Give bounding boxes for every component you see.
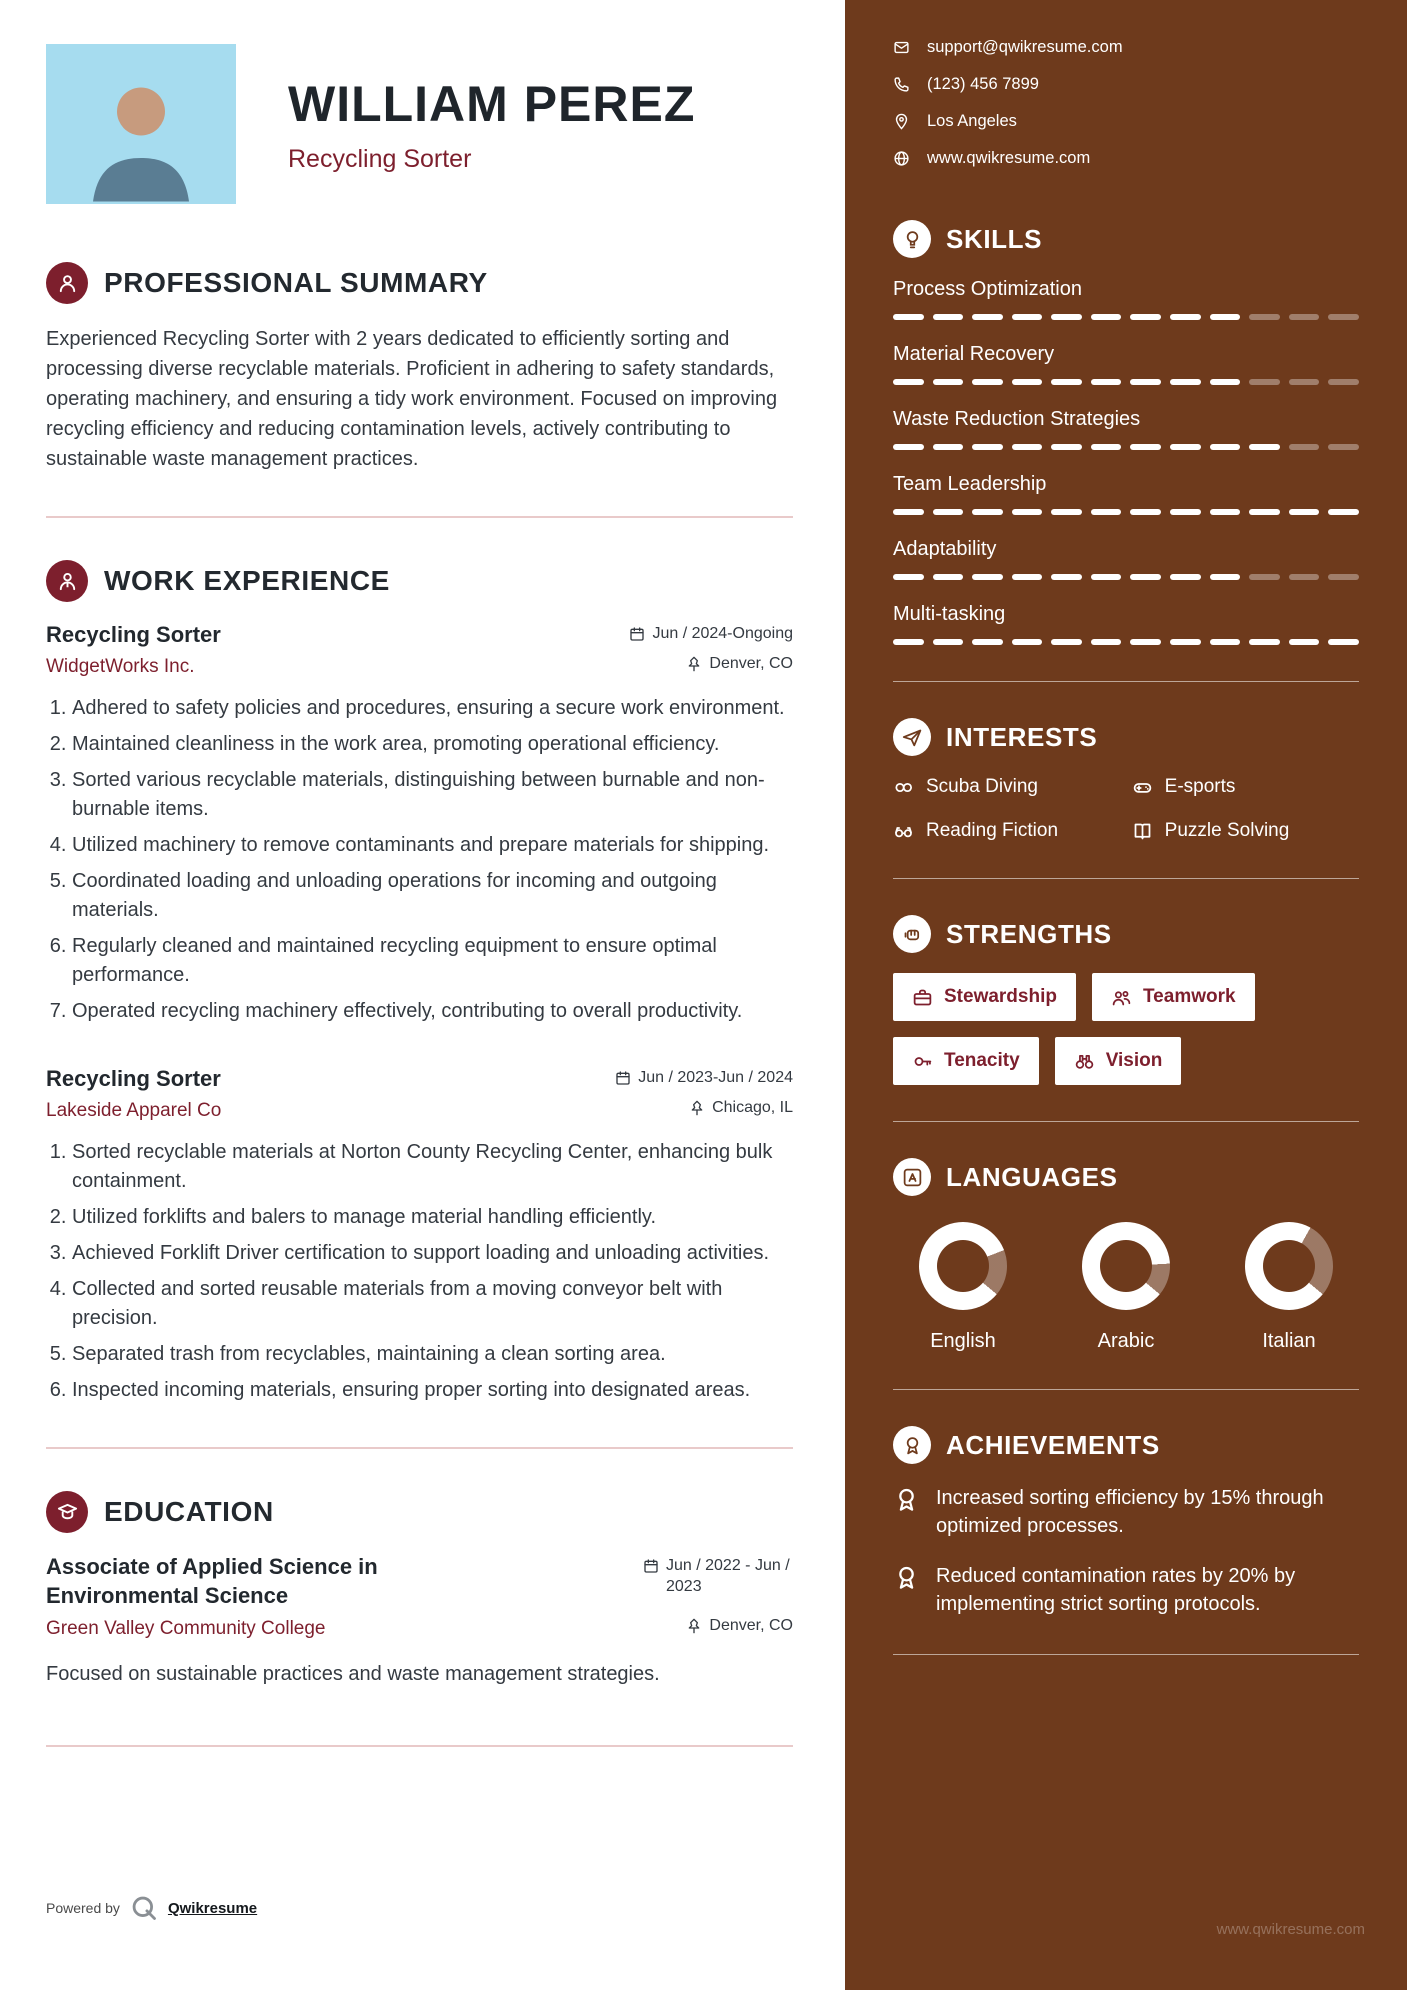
interest-label: Reading Fiction <box>926 820 1059 841</box>
contact-phone-text: (123) 456 7899 <box>927 75 1039 93</box>
job-bullet: 3. Achieved Forklift Driver certification to support loading and unloading activities. <box>72 1239 793 1268</box>
strengths-section <box>893 915 1359 1085</box>
job-location <box>689 1099 793 1117</box>
job-bullet: 2. Maintained cleanliness in the work area, promoting operational efficiency. <box>72 730 793 759</box>
fist-icon <box>893 915 931 953</box>
strength-item <box>1092 973 1255 1021</box>
skill-dash <box>1210 574 1241 580</box>
strength-item <box>1055 1037 1182 1085</box>
skill-dash <box>1328 444 1359 450</box>
language-name: Italian <box>1262 1330 1316 1352</box>
pushpin-icon <box>686 656 702 672</box>
education-location-text: Denver, CO <box>709 1617 793 1635</box>
achievement-text: Reduced contamination rates by 20% by implementing strict sorting protocols. <box>936 1565 1296 1615</box>
skill-dash <box>1130 444 1161 450</box>
contact-email[interactable] <box>893 38 1359 57</box>
calendar-icon <box>629 626 645 642</box>
job-date <box>615 1069 793 1087</box>
skill-item <box>893 603 1359 645</box>
profile-photo <box>46 44 236 204</box>
skill-dash <box>1170 379 1201 385</box>
skill-dash <box>933 509 964 515</box>
sidebar-divider <box>893 1121 1359 1122</box>
contact-website[interactable] <box>893 149 1359 168</box>
calendar-icon <box>615 1070 631 1086</box>
education-heading: EDUCATION <box>104 1496 274 1527</box>
skill-dash <box>1170 509 1201 515</box>
skill-dash <box>1051 444 1082 450</box>
skill-dash <box>1210 444 1241 450</box>
skill-dash <box>1130 639 1161 645</box>
key-icon <box>912 1051 933 1072</box>
section-divider <box>46 1447 793 1449</box>
person-silhouette <box>66 64 216 204</box>
achievements-heading: ACHIEVEMENTS <box>946 1429 1160 1460</box>
candidate-title: Recycling Sorter <box>288 144 472 173</box>
job-entry <box>46 1066 793 1405</box>
skill-dash <box>1051 574 1082 580</box>
skill-dash <box>1012 639 1043 645</box>
interests-heading: INTERESTS <box>946 721 1098 752</box>
section-divider <box>46 516 793 518</box>
powered-by-footer <box>46 1894 257 1922</box>
skill-dash <box>893 314 924 320</box>
skill-dash <box>933 444 964 450</box>
skill-dash <box>1130 509 1161 515</box>
skill-item <box>893 278 1359 320</box>
skill-dash <box>1210 314 1241 320</box>
skill-dash <box>1091 509 1122 515</box>
skill-dash <box>1130 314 1161 320</box>
candidate-name: WILLIAM PEREZ <box>288 75 696 132</box>
phone-icon <box>893 76 910 93</box>
job-company: WidgetWorks Inc. <box>46 656 195 677</box>
resume-sidebar <box>845 0 1407 1990</box>
skill-name: Adaptability <box>893 538 997 560</box>
contact-location <box>893 112 1359 131</box>
education-degree: Associate of Applied Science in Environmental Science <box>46 1554 378 1608</box>
skill-name: Material Recovery <box>893 343 1055 365</box>
language-level-donut <box>919 1222 1007 1310</box>
education-location <box>686 1617 793 1635</box>
education-school: Green Valley Community College <box>46 1618 326 1640</box>
skill-dash <box>972 444 1003 450</box>
globe-icon <box>893 150 910 167</box>
skill-level-bar <box>893 444 1359 450</box>
skill-dash <box>893 639 924 645</box>
strength-item <box>893 1037 1039 1085</box>
skill-dash <box>1051 639 1082 645</box>
skill-dash <box>1328 574 1359 580</box>
job-bullet: 6. Regularly cleaned and maintained recycling equipment to ensure optimal performance. <box>72 932 793 990</box>
game-controller-icon <box>1132 777 1153 798</box>
binoculars-icon <box>1074 1051 1095 1072</box>
skill-dash <box>1012 314 1043 320</box>
skill-dash <box>1170 639 1201 645</box>
job-location-text: Chicago, IL <box>712 1099 793 1116</box>
job-bullet: 4. Collected and sorted reusable materials from a moving conveyor belt with precision. <box>72 1275 793 1333</box>
skill-dash <box>1051 509 1082 515</box>
strength-label: Vision <box>1105 1050 1163 1071</box>
skill-dash <box>893 509 924 515</box>
skill-dash <box>1091 379 1122 385</box>
language-item <box>1066 1222 1186 1353</box>
book-icon <box>1132 821 1153 842</box>
interests-section <box>893 718 1359 842</box>
strengths-heading: STRENGTHS <box>946 918 1112 949</box>
work-heading: WORK EXPERIENCE <box>104 565 390 596</box>
job-company: Lakeside Apparel Co <box>46 1100 222 1121</box>
skill-dash <box>893 379 924 385</box>
skill-dash <box>1249 509 1280 515</box>
languages-heading: LANGUAGES <box>946 1161 1118 1192</box>
skill-dash <box>1289 379 1320 385</box>
contact-email-text: support@qwikresume.com <box>927 38 1123 56</box>
user-icon <box>46 262 88 304</box>
skill-dash <box>1328 509 1359 515</box>
skill-dash <box>933 314 964 320</box>
job-location-text: Denver, CO <box>709 655 793 672</box>
skill-dash <box>933 639 964 645</box>
calendar-icon <box>643 1558 659 1574</box>
skill-dash <box>1130 574 1161 580</box>
languages-section <box>893 1158 1359 1353</box>
skill-dash <box>1012 379 1043 385</box>
skill-dash <box>1289 509 1320 515</box>
skill-dash <box>1249 574 1280 580</box>
contact-website-text: www.qwikresume.com <box>927 149 1091 167</box>
interest-item <box>1132 776 1359 798</box>
skill-dash <box>972 379 1003 385</box>
skill-dash <box>1051 379 1082 385</box>
job-bullet-list <box>46 694 793 1026</box>
skill-name: Process Optimization <box>893 278 1082 300</box>
interest-item <box>1132 820 1359 842</box>
education-section <box>46 1491 793 1689</box>
watermark-text: www.qwikresume.com <box>1216 1921 1365 1938</box>
achievement-item <box>893 1562 1359 1618</box>
summary-text: Experienced Recycling Sorter with 2 years dedicated to efficiently sorting and processing diverse recyclable materials. Proficient in adhering to safety standards, operating machinery, and ensuring a tidy work environment. Focused on improving recycling efficiency and reducing contamination levels, actively contributing to sustainable waste management practices. <box>46 328 778 470</box>
job-bullet: 7. Operated recycling machinery effectively, contributing to overall productivity. <box>72 997 793 1026</box>
language-name: Arabic <box>1097 1330 1155 1352</box>
skill-dash <box>1170 444 1201 450</box>
skills-section <box>893 220 1359 645</box>
skill-level-bar <box>893 509 1359 515</box>
skill-dash <box>972 639 1003 645</box>
sidebar-divider <box>893 1389 1359 1390</box>
mail-icon <box>893 39 910 56</box>
interest-item <box>893 820 1132 842</box>
interest-label: Puzzle Solving <box>1164 820 1290 841</box>
interest-item <box>893 776 1132 798</box>
skill-dash <box>1249 379 1280 385</box>
achievements-section <box>893 1426 1359 1618</box>
skill-dash <box>1289 444 1320 450</box>
contact-location-text: Los Angeles <box>927 112 1017 130</box>
skill-dash <box>1289 574 1320 580</box>
skill-dash <box>972 574 1003 580</box>
job-bullet: 5. Separated trash from recyclables, maintaining a clean sorting area. <box>72 1340 793 1369</box>
identity-text <box>288 75 695 174</box>
achievement-item <box>893 1484 1359 1540</box>
glasses-icon <box>893 821 914 842</box>
job-bullet: 2. Utilized forklifts and balers to manage material handling efficiently. <box>72 1203 793 1232</box>
job-bullet: 5. Coordinated loading and unloading operations for incoming and outgoing materials. <box>72 867 793 925</box>
sidebar-divider <box>893 681 1359 682</box>
work-experience-icon <box>46 560 88 602</box>
education-date-text: Jun / 2022 - Jun / 2023 <box>666 1557 790 1595</box>
strength-item <box>893 973 1076 1021</box>
job-location <box>686 655 793 673</box>
skill-dash <box>1091 639 1122 645</box>
skill-dash <box>1328 379 1359 385</box>
skill-dash <box>1091 314 1122 320</box>
qwikresume-logo-icon <box>130 1894 158 1922</box>
skill-dash <box>1210 379 1241 385</box>
professional-summary-section <box>46 262 793 474</box>
skill-dash <box>933 379 964 385</box>
skill-dash <box>1289 639 1320 645</box>
skill-dash <box>1328 314 1359 320</box>
skill-item <box>893 473 1359 515</box>
sidebar-divider <box>893 878 1359 879</box>
skill-dash <box>893 444 924 450</box>
briefcase-icon <box>912 987 933 1008</box>
achievement-medal-icon <box>893 1486 920 1513</box>
strength-label: Stewardship <box>944 986 1057 1007</box>
language-level-donut <box>1082 1222 1170 1310</box>
skill-dash <box>1249 444 1280 450</box>
medal-icon <box>893 1426 931 1464</box>
language-level-donut <box>1245 1222 1333 1310</box>
skill-dash <box>1170 314 1201 320</box>
skill-name: Waste Reduction Strategies <box>893 408 1141 430</box>
skill-dash <box>933 574 964 580</box>
skill-dash <box>972 314 1003 320</box>
skill-dash <box>1012 574 1043 580</box>
language-item <box>903 1222 1023 1353</box>
skill-dash <box>1091 574 1122 580</box>
summary-heading: PROFESSIONAL SUMMARY <box>104 267 488 298</box>
qwikresume-brand-link[interactable]: Qwikresume <box>167 1899 258 1917</box>
skill-dash <box>1170 574 1201 580</box>
pushpin-icon <box>689 1100 705 1116</box>
paper-plane-icon <box>893 718 931 756</box>
strength-label: Teamwork <box>1142 986 1236 1007</box>
skill-dash <box>1328 639 1359 645</box>
education-date <box>643 1556 793 1598</box>
skill-level-bar <box>893 314 1359 320</box>
job-bullet-list <box>46 1138 793 1405</box>
language-name: English <box>930 1330 996 1352</box>
skill-dash <box>972 509 1003 515</box>
skill-dash <box>1289 314 1320 320</box>
job-title: Recycling Sorter <box>46 1066 221 1091</box>
contact-block <box>893 38 1359 168</box>
skill-dash <box>1249 314 1280 320</box>
skill-level-bar <box>893 639 1359 645</box>
job-date <box>629 625 793 643</box>
skill-level-bar <box>893 574 1359 580</box>
job-entry <box>46 622 793 1026</box>
achievement-text: Increased sorting efficiency by 15% through optimized processes. <box>936 1487 1324 1537</box>
skill-dash <box>1210 639 1241 645</box>
skill-item <box>893 538 1359 580</box>
skill-name: Multi-tasking <box>893 603 1006 625</box>
skill-dash <box>1130 379 1161 385</box>
education-description: Focused on sustainable practices and waste management strategies. <box>46 1663 660 1686</box>
pushpin-icon <box>686 1618 702 1634</box>
job-date-text: Jun / 2023-Jun / 2024 <box>638 1069 793 1086</box>
interest-label: E-sports <box>1164 776 1236 797</box>
work-experience-section <box>46 560 793 1405</box>
job-bullet: 1. Sorted recyclable materials at Norton County Recycling Center, enhancing bulk containment. <box>72 1138 793 1196</box>
section-divider <box>46 1745 793 1747</box>
strength-label: Tenacity <box>944 1050 1020 1071</box>
team-icon <box>1111 987 1132 1008</box>
skill-dash <box>1051 314 1082 320</box>
graduate-icon <box>46 1491 88 1533</box>
skill-dash <box>893 574 924 580</box>
job-bullet: 1. Adhered to safety policies and procedures, ensuring a secure work environment. <box>72 694 793 723</box>
skills-heading: SKILLS <box>946 223 1043 254</box>
powered-by-label: Powered by <box>46 1900 120 1916</box>
skill-item <box>893 343 1359 385</box>
translate-icon <box>893 1158 931 1196</box>
skill-dash <box>1012 509 1043 515</box>
job-bullet: 3. Sorted various recyclable materials, distinguishing between burnable and non-burnable items. <box>72 766 793 824</box>
job-date-text: Jun / 2024-Ongoing <box>652 625 793 642</box>
skill-level-bar <box>893 379 1359 385</box>
language-item <box>1229 1222 1349 1353</box>
skills-icon <box>893 220 931 258</box>
identity-header <box>46 44 793 204</box>
job-bullet: 4. Utilized machinery to remove contaminants and prepare materials for shipping. <box>72 831 793 860</box>
skill-dash <box>1012 444 1043 450</box>
skill-dash <box>1091 444 1122 450</box>
interest-label: Scuba Diving <box>926 776 1038 797</box>
skill-name: Team Leadership <box>893 473 1047 495</box>
sidebar-divider <box>893 1654 1359 1655</box>
scuba-mask-icon <box>893 777 914 798</box>
skill-dash <box>1210 509 1241 515</box>
job-title: Recycling Sorter <box>46 622 221 647</box>
contact-phone <box>893 75 1359 94</box>
location-pin-icon <box>893 113 910 130</box>
skill-dash <box>1249 639 1280 645</box>
job-bullet: 6. Inspected incoming materials, ensuring proper sorting into designated areas. <box>72 1376 793 1405</box>
achievement-medal-icon <box>893 1564 920 1591</box>
skill-item <box>893 408 1359 450</box>
